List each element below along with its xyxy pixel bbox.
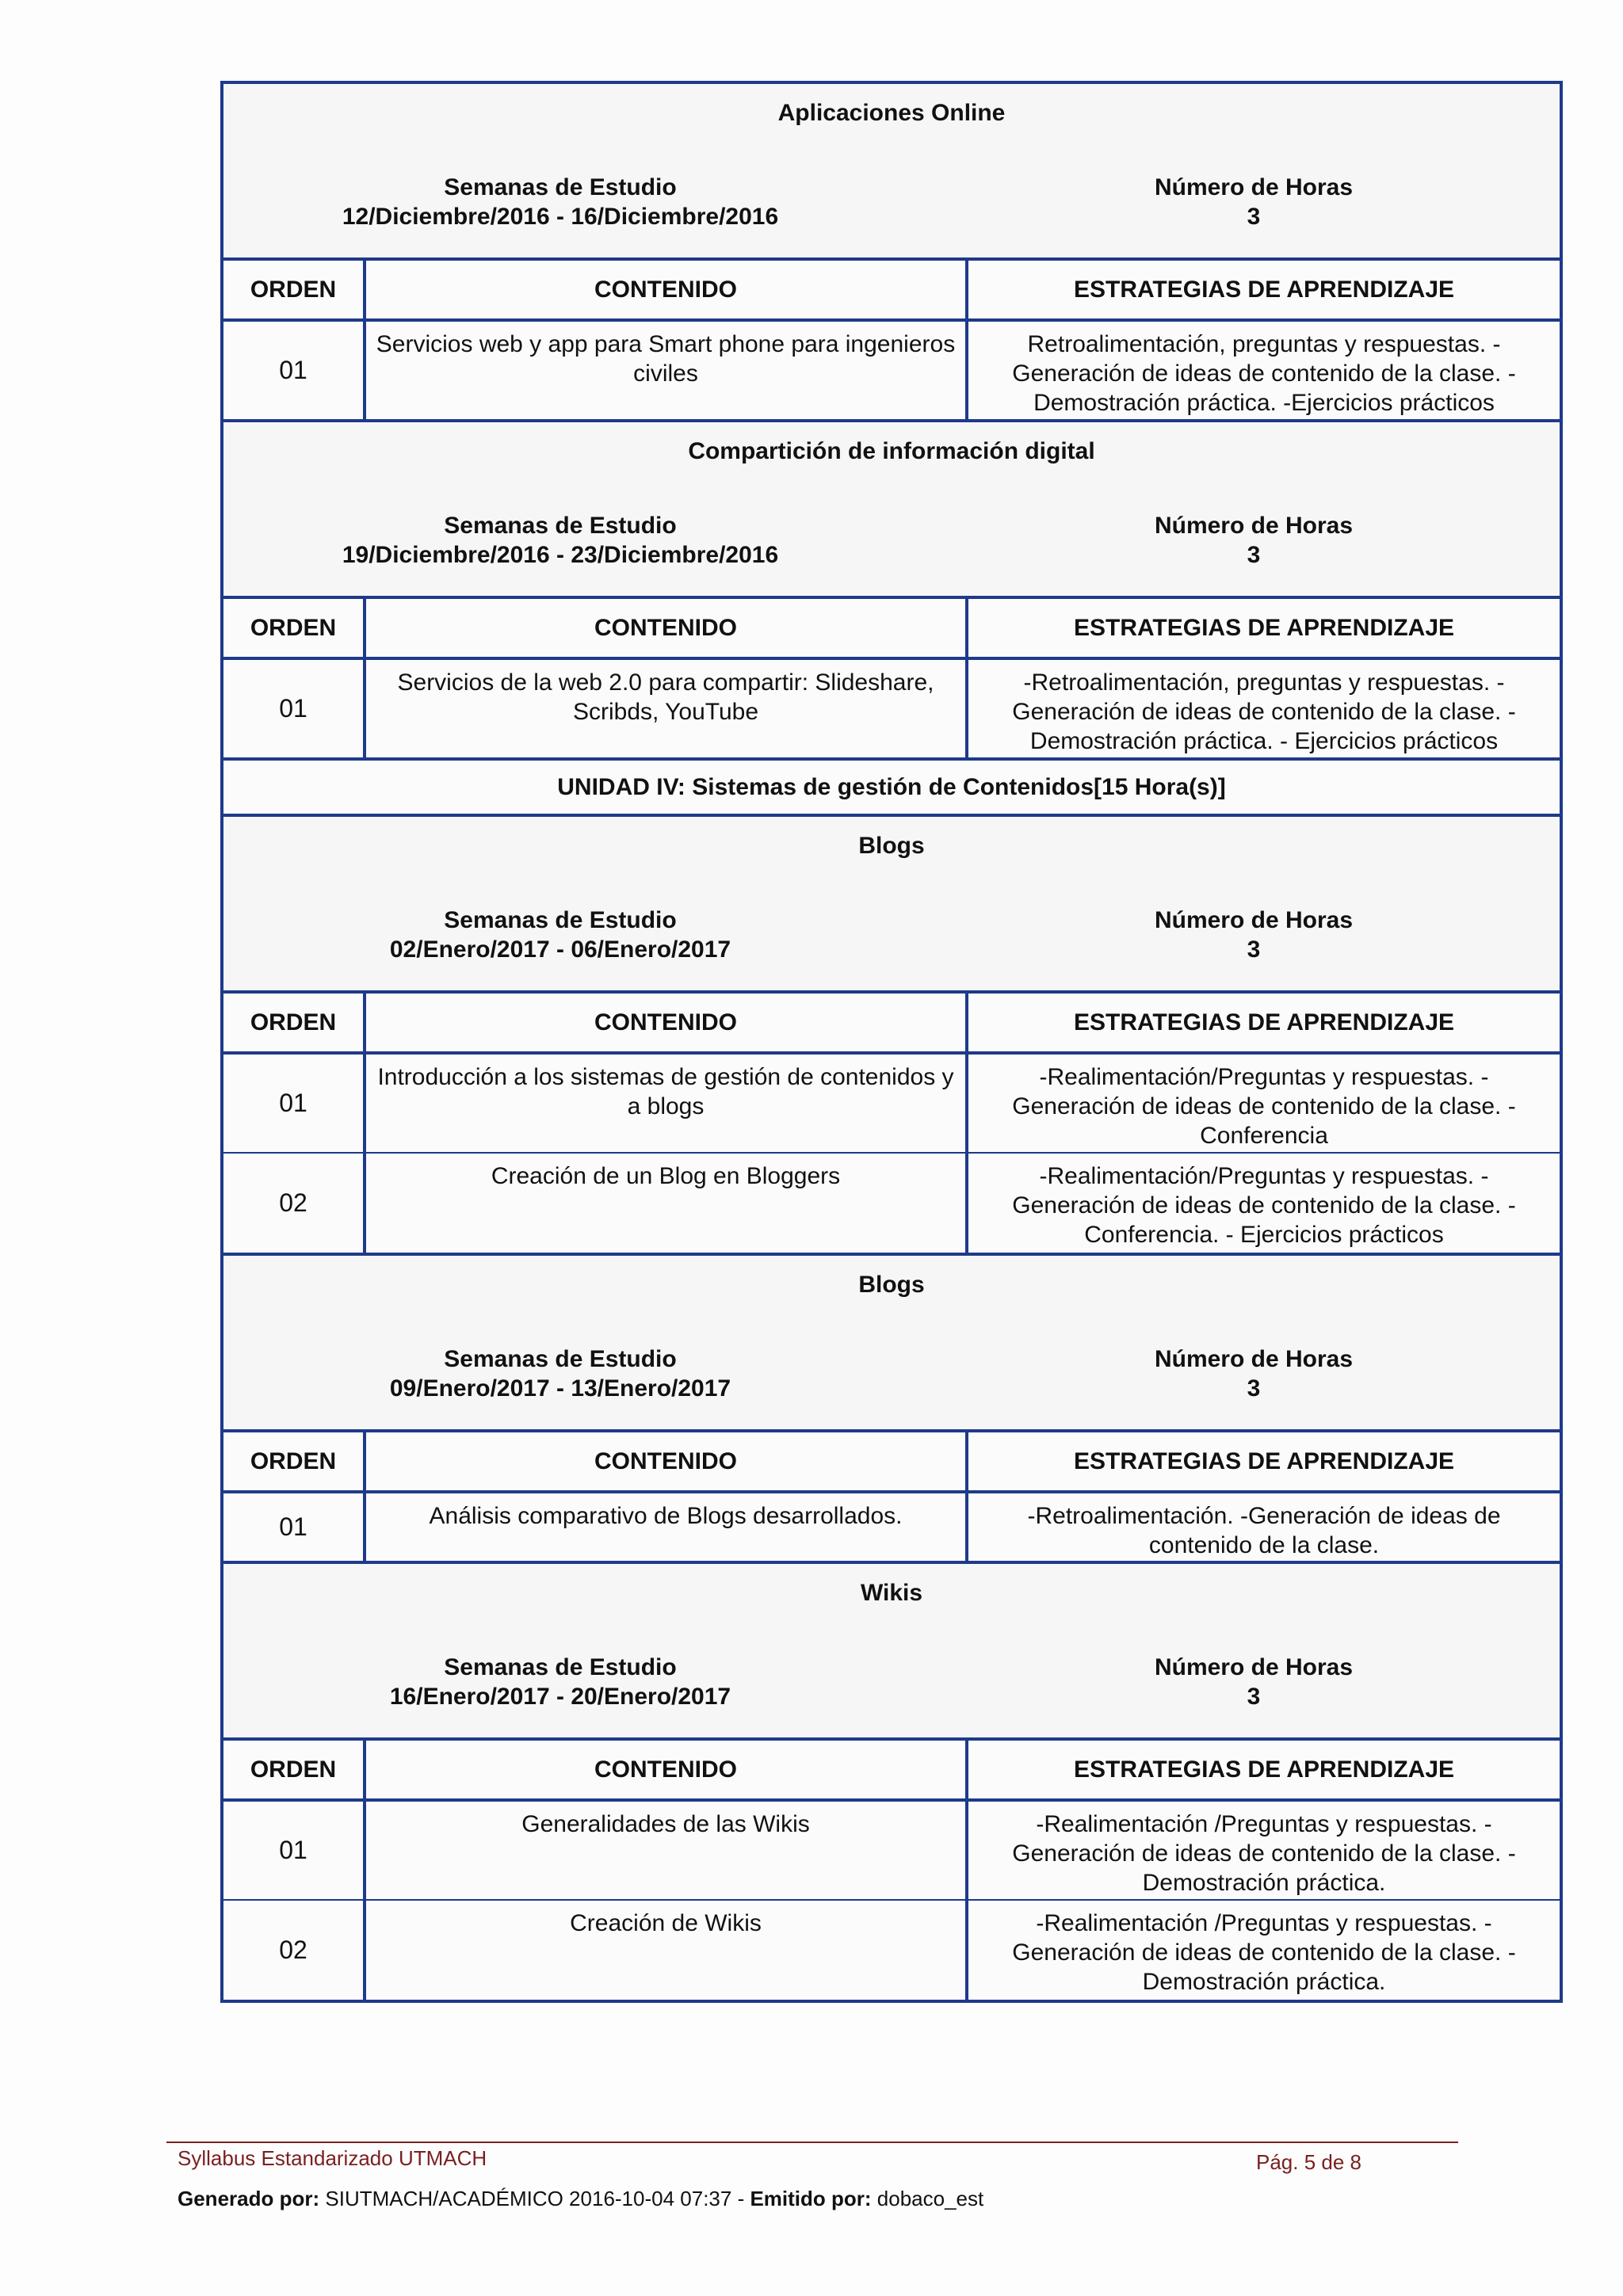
column-header-row bbox=[223, 1429, 1560, 1490]
table-row bbox=[223, 1899, 1560, 2000]
estrategias-cell: -Realimentación/Preguntas y respuestas. - Generación de ideas de contenido de la clase. - Conferencia. - Ejercicios prácticos bbox=[1012, 1163, 1516, 1248]
study-weeks: Semanas de Estudio 09/Enero/2017 - 13/Enero/2017 bbox=[303, 1344, 818, 1403]
table-row bbox=[223, 1490, 1560, 1561]
table-row bbox=[223, 657, 1560, 757]
orden-cell: 01 bbox=[223, 1802, 366, 1899]
contenido-cell: Servicios de la web 2.0 para compartir: Slideshare, Scribds, YouTube bbox=[366, 660, 968, 757]
orden-cell: 01 bbox=[223, 322, 366, 419]
contenido-cell: Análisis comparativo de Blogs desarrollados. bbox=[366, 1493, 968, 1561]
hours-block: Número de Horas 3 bbox=[1056, 1344, 1452, 1403]
orden-cell: 01 bbox=[223, 1055, 366, 1152]
study-weeks: Semanas de Estudio 12/Diciembre/2016 - 16/Diciembre/2016 bbox=[303, 173, 818, 231]
topic-title: Blogs bbox=[858, 1272, 925, 1298]
estrategias-cell: -Retroalimentación. -Generación de ideas de contenido de la clase. bbox=[1027, 1503, 1501, 1558]
orden-header: ORDEN bbox=[223, 261, 366, 318]
topic-header bbox=[223, 84, 1560, 257]
hours-value: 3 bbox=[1247, 1684, 1261, 1710]
column-header-row bbox=[223, 990, 1560, 1051]
estrategias-cell: -Retroalimentación, preguntas y respuestas. - Generación de ideas de contenido de la clase. - Demostración práctica. - Ejercicios prácticos bbox=[1012, 669, 1516, 754]
contenido-cell: Introducción a los sistemas de gestión de contenidos y a blogs bbox=[366, 1055, 968, 1152]
table-row bbox=[223, 1051, 1560, 1152]
orden-cell: 02 bbox=[223, 1154, 366, 1253]
table-row bbox=[223, 1152, 1560, 1253]
study-weeks: Semanas de Estudio 19/Diciembre/2016 - 23/Diciembre/2016 bbox=[303, 511, 818, 570]
topic-header bbox=[223, 814, 1560, 990]
emitted-value: dobaco_est bbox=[876, 2187, 984, 2210]
topic-header bbox=[223, 1561, 1560, 1737]
syllabus-table bbox=[220, 81, 1563, 2003]
topic-header bbox=[223, 419, 1560, 596]
study-dates: 19/Diciembre/2016 - 23/Diciembre/2016 bbox=[342, 542, 779, 568]
hours-block: Número de Horas 3 bbox=[1056, 511, 1452, 570]
hours-value: 3 bbox=[1247, 542, 1261, 568]
contenido-header: CONTENIDO bbox=[366, 994, 968, 1051]
contenido-cell: Creación de Wikis bbox=[366, 1901, 968, 2000]
study-dates: 12/Diciembre/2016 - 16/Diciembre/2016 bbox=[342, 204, 779, 230]
topic-title: Blogs bbox=[858, 833, 925, 859]
column-header-row bbox=[223, 257, 1560, 318]
study-weeks: Semanas de Estudio 16/Enero/2017 - 20/Enero/2017 bbox=[303, 1653, 818, 1711]
estrategias-header: ESTRATEGIAS DE APRENDIZAJE bbox=[1073, 277, 1455, 303]
emitted-label: Emitido por: bbox=[750, 2187, 872, 2210]
contenido-cell: Servicios web y app para Smart phone para ingenieros civiles bbox=[366, 322, 968, 419]
study-weeks: Semanas de Estudio 02/Enero/2017 - 06/Enero/2017 bbox=[303, 906, 818, 964]
footer-syllabus-title: Syllabus Estandarizado UTMACH bbox=[178, 2146, 487, 2170]
study-dates: 09/Enero/2017 - 13/Enero/2017 bbox=[389, 1375, 731, 1402]
orden-cell: 01 bbox=[223, 660, 366, 757]
orden-header: ORDEN bbox=[223, 1741, 366, 1798]
table-row bbox=[223, 318, 1560, 419]
study-dates: 02/Enero/2017 - 06/Enero/2017 bbox=[389, 936, 731, 963]
estrategias-header: ESTRATEGIAS DE APRENDIZAJE bbox=[1073, 1009, 1455, 1035]
estrategias-header: ESTRATEGIAS DE APRENDIZAJE bbox=[1073, 1448, 1455, 1474]
contenido-cell: Creación de un Blog en Bloggers bbox=[366, 1154, 968, 1253]
estrategias-header: ESTRATEGIAS DE APRENDIZAJE bbox=[1073, 1756, 1455, 1783]
contenido-header: CONTENIDO bbox=[366, 599, 968, 657]
generated-value: SIUTMACH/ACADÉMICO 2016-10-04 07:37 - bbox=[325, 2187, 745, 2210]
column-header-row bbox=[223, 596, 1560, 657]
estrategias-header: ESTRATEGIAS DE APRENDIZAJE bbox=[1073, 615, 1455, 641]
contenido-header: CONTENIDO bbox=[366, 261, 968, 318]
hours-block: Número de Horas 3 bbox=[1056, 906, 1452, 964]
hours-value: 3 bbox=[1247, 204, 1261, 230]
hours-value: 3 bbox=[1247, 936, 1261, 963]
orden-header: ORDEN bbox=[223, 599, 366, 657]
hours-block: Número de Horas 3 bbox=[1056, 173, 1452, 231]
estrategias-cell: -Realimentación/Preguntas y respuestas. - Generación de ideas de contenido de la clase. - Conferencia bbox=[1012, 1064, 1516, 1149]
topic-title: Wikis bbox=[860, 1580, 923, 1606]
contenido-header: CONTENIDO bbox=[366, 1432, 968, 1490]
topic-title: Aplicaciones Online bbox=[777, 100, 1006, 126]
contenido-cell: Generalidades de las Wikis bbox=[366, 1802, 968, 1899]
study-dates: 16/Enero/2017 - 20/Enero/2017 bbox=[389, 1684, 731, 1710]
column-header-row bbox=[223, 1737, 1560, 1798]
unit-banner: UNIDAD IV: Sistemas de gestión de Contenidos[15 Hora(s)] bbox=[223, 757, 1560, 814]
topic-header bbox=[223, 1253, 1560, 1429]
hours-value: 3 bbox=[1247, 1375, 1261, 1402]
footer-divider bbox=[166, 2142, 1458, 2143]
topic-title: Compartición de información digital bbox=[688, 438, 1095, 464]
contenido-header: CONTENIDO bbox=[366, 1741, 968, 1798]
hours-block: Número de Horas 3 bbox=[1056, 1653, 1452, 1711]
generated-label: Generado por: bbox=[178, 2187, 320, 2210]
orden-header: ORDEN bbox=[223, 994, 366, 1051]
estrategias-cell: -Realimentación /Preguntas y respuestas. - Generación de ideas de contenido de la clase. - Demostración práctica. bbox=[1012, 1811, 1516, 1896]
footer-generated bbox=[178, 2187, 983, 2211]
estrategias-cell: -Realimentación /Preguntas y respuestas. - Generación de ideas de contenido de la clase. - Demostración práctica. bbox=[1012, 1910, 1516, 1995]
estrategias-cell: Retroalimentación, preguntas y respuestas. - Generación de ideas de contenido de la clase. - Demostración práctica. -Ejercicios prácticos bbox=[1012, 331, 1516, 416]
orden-cell: 01 bbox=[223, 1493, 366, 1561]
orden-cell: 02 bbox=[223, 1901, 366, 2000]
orden-header: ORDEN bbox=[223, 1432, 366, 1490]
page-number: Pág. 5 de 8 bbox=[1256, 2150, 1361, 2174]
table-row bbox=[223, 1798, 1560, 1899]
